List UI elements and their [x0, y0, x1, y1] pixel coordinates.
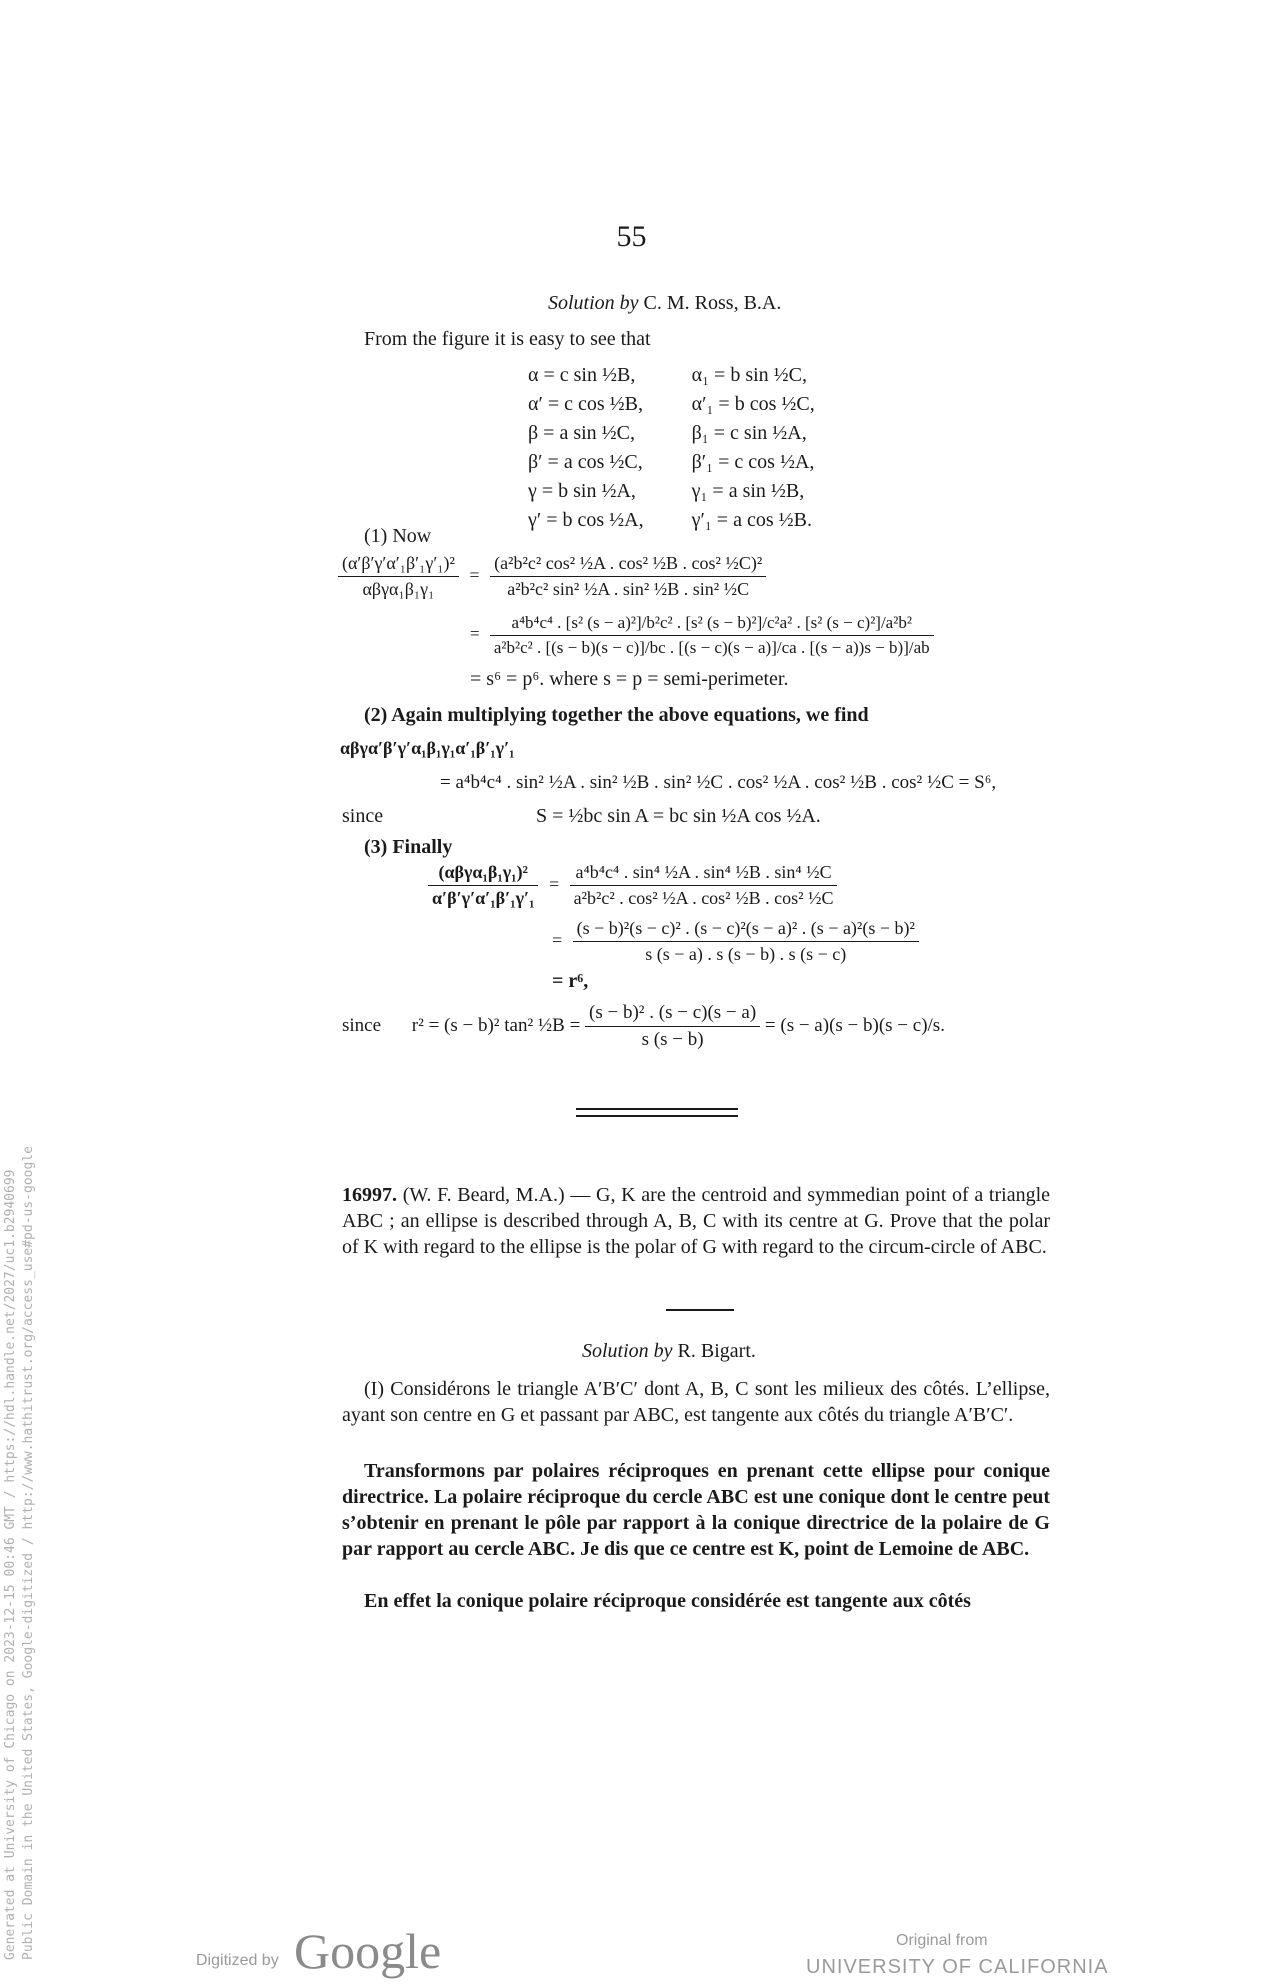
fraction-numerator: (s − b)² . (s − c)(s − a)	[585, 1002, 760, 1027]
part3-label: (3) Finally	[364, 836, 453, 858]
part3-result: = r⁶,	[552, 970, 589, 992]
separator-rule	[576, 1108, 738, 1110]
solution-heading	[582, 1340, 756, 1363]
part3-lhs-fraction	[428, 862, 538, 909]
equation-row	[522, 449, 821, 476]
watermark-line-2: Public Domain in the United States, Google-digitized / http://www.hathitrust.org/access_use#pd-us-google	[21, 1146, 36, 1960]
solution-author: C. M. Ross, B.A.	[643, 292, 782, 314]
institution-label: UNIVERSITY OF CALIFORNIA	[806, 1956, 1109, 1978]
fraction-denominator: s (s − a) . s (s − b) . s (s − c)	[645, 944, 847, 964]
part1-label: (1) Now	[364, 525, 432, 547]
solution-paragraph-1: (I) Considérons le triangle A′B′C′ dont A, B, C sont les milieux des côtés. L’ellipse, ayant son centre en G et passant par ABC, est tangente aux côtés du triangle A′B′C′.	[342, 1378, 1050, 1426]
fraction-denominator: a²b²c² sin² ½A . sin² ½B . sin² ½C	[507, 579, 750, 599]
solution-heading-prefix: Solution by	[548, 292, 639, 314]
equation-left: β = a sin ½C,	[528, 422, 636, 444]
equation-row	[522, 391, 821, 418]
part1-rhs2-fraction	[490, 613, 934, 658]
equation-right: β′₁ = c cos ½A,	[691, 451, 815, 473]
intro-text: From the figure it is easy to see that	[364, 328, 651, 350]
watermark-line-1: Generated at University of Chicago on 2023-12-15 00:46 GMT / https://hdl.handle.net/2027/uc1.b2940699	[3, 1169, 18, 1960]
problem-number: 16997.	[342, 1184, 397, 1206]
part1-lhs-fraction	[338, 553, 459, 600]
part2-rhs: = a⁴b⁴c⁴ . sin² ½A . sin² ½B . sin² ½C . cos² ½A . cos² ½B . cos² ½C = S⁶,	[440, 772, 997, 793]
fraction-numerator: a⁴b⁴c⁴ . [s² (s − a)²]/b²c² . [s² (s − b)²]/c²a² . [s² (s − c)²]/a²b²	[490, 613, 934, 636]
equation-row	[522, 507, 821, 534]
hathitrust-watermark	[2, 1146, 38, 1960]
original-from-label: Original from	[896, 1932, 988, 1949]
final-equation	[342, 1002, 945, 1051]
part2-text: (2) Again multiplying together the above equations, we find	[364, 704, 869, 726]
short-rule	[666, 1309, 734, 1311]
final-rhs: = (s − a)(s − b)(s − c)/s.	[764, 1014, 945, 1036]
part3-rhs2-fraction	[573, 918, 919, 965]
fraction-denominator: a²b²c² . cos² ½A . cos² ½B . cos² ½C	[573, 888, 834, 908]
problem-statement	[342, 1182, 1050, 1260]
part1-equation: $\frac{\text{(α′β′γ′α′₁β′₁γ′₁)²}}{\text{αβγα₁β₁γ₁}}$ = $\frac{\text{(a²b²c² cos² ½A . cos² ½B . cos² ½C)²}}{\text{a²b²c² sin² ½A . sin² ½B . sin² ½C}}$	[338, 553, 766, 600]
solution-heading	[548, 292, 781, 315]
equation-right: β₁ = c sin ½A,	[691, 422, 807, 444]
equation-table	[520, 360, 823, 536]
part1-rhs1-fraction	[490, 553, 766, 600]
solution-paragraph-3: En effet la conique polaire réciproque considérée est tangente aux côtés	[364, 1590, 971, 1612]
equation-right: γ′₁ = a cos ½B.	[691, 509, 812, 531]
problem-text: (W. F. Beard, M.A.) — G, K are the centroid and symmedian point of a triangle ABC ; an ellipse is described through A, B, C with its centre at G. Prove that the polar of K with regard to the ellipse is the polar of G with regard to the circum-circle of ABC.	[342, 1184, 1051, 1258]
fraction-numerator: (α′β′γ′α′₁β′₁γ′₁)²	[338, 553, 459, 577]
equation-right: α′₁ = b cos ½C,	[691, 393, 815, 415]
part3-equation-2: = $\frac{\text{(s − b)²(s − c)² . (s − c)²(s − a)² . (s − a)²(s − b)²}}{s (s - a) . s (s - b) . s (s - c)}$	[552, 918, 919, 965]
digitized-by-label: Digitized by	[196, 1952, 279, 1969]
part1-result: = s⁶ = p⁶. where s = p = semi-perimeter.	[470, 668, 789, 690]
equation-right: γ₁ = a sin ½B,	[691, 480, 805, 502]
fraction-numerator: (s − b)²(s − c)² . (s − c)²(s − a)² . (s − a)²(s − b)²	[573, 918, 919, 942]
fraction-numerator: a⁴b⁴c⁴ . sin⁴ ½A . sin⁴ ½B . sin⁴ ½C	[570, 862, 838, 886]
equation-left: γ = b sin ½A,	[528, 480, 636, 502]
separator-rule	[576, 1115, 738, 1117]
equation-left: α = c sin ½B,	[528, 364, 636, 386]
equation-right: α₁ = b sin ½C,	[691, 364, 808, 386]
final-lhs: r² = (s − b)² tan² ½B =	[411, 1014, 581, 1036]
part3-rhs1-fraction	[570, 862, 838, 909]
part2-lhs: αβγα′β′γ′α₁β₁γ₁α′₁β′₁γ′₁	[340, 738, 515, 758]
fraction-numerator: (a²b²c² cos² ½A . cos² ½B . cos² ½C)²	[490, 553, 766, 577]
google-logo: Google	[294, 1923, 442, 1979]
since-label: since	[342, 805, 384, 827]
page-number: 55	[616, 220, 647, 253]
since-label: since	[342, 1014, 382, 1036]
equation-left: β′ = a cos ½C,	[528, 451, 643, 473]
fraction-denominator: αβγα₁β₁γ₁	[362, 579, 435, 599]
fraction-denominator: a²b²c² . [(s − b)(s − c)]/bc . [(s − c)(s − a)]/ca . [(s − a))s − b)]/ab	[493, 638, 930, 657]
solution-author: R. Bigart.	[677, 1340, 756, 1362]
equation-left: γ′ = b cos ½A,	[528, 509, 644, 531]
solution-heading-prefix: Solution by	[582, 1340, 673, 1362]
solution-paragraph-2: Transformons par polaires réciproques en prenant cette ellipse pour conique directrice. La polaire réciproque du cercle ABC est une conique dont le centre peut s’obtenir en prenant le pôle par rapport à la conique directrice de la polaire de G par rapport au cercle ABC. Je dis que ce centre est K, point de Lemoine de ABC.	[342, 1460, 1050, 1560]
final-fraction	[585, 1002, 760, 1051]
equation-left: α′ = c cos ½B,	[528, 393, 644, 415]
fraction-denominator: s (s − b)	[641, 1029, 704, 1050]
equation-row	[522, 420, 821, 447]
part1-equation-2: = a⁴b⁴c⁴ . [s² (s − a)²]/b²c² . [s² (s − b)²]/c²a² . [s² (s − c)²]/a²b² a²b²c² . [(s − b)(s − c)]/bc . [(s − c)(s − a)]/ca . [(s − a))s − b)]/ab	[470, 613, 934, 658]
equation-row	[522, 478, 821, 505]
part2-since: S = ½bc sin A = bc sin ½A cos ½A.	[536, 805, 821, 827]
equation-row	[522, 362, 821, 389]
part3-equation: $\frac{\text{(αβγα₁β₁γ₁)²}}{\text{α′β′γ′α′₁β′₁γ′₁}}$ = $\frac{\text{a⁴b⁴c⁴ . sin⁴ ½A . sin⁴ ½B . sin⁴ ½C}}{\text{a²b²c² . cos² ½A . cos² ½B . cos² ½C}}$	[428, 862, 837, 909]
fraction-numerator: (αβγα₁β₁γ₁)²	[428, 862, 538, 886]
fraction-denominator: α′β′γ′α′₁β′₁γ′₁	[432, 888, 535, 908]
